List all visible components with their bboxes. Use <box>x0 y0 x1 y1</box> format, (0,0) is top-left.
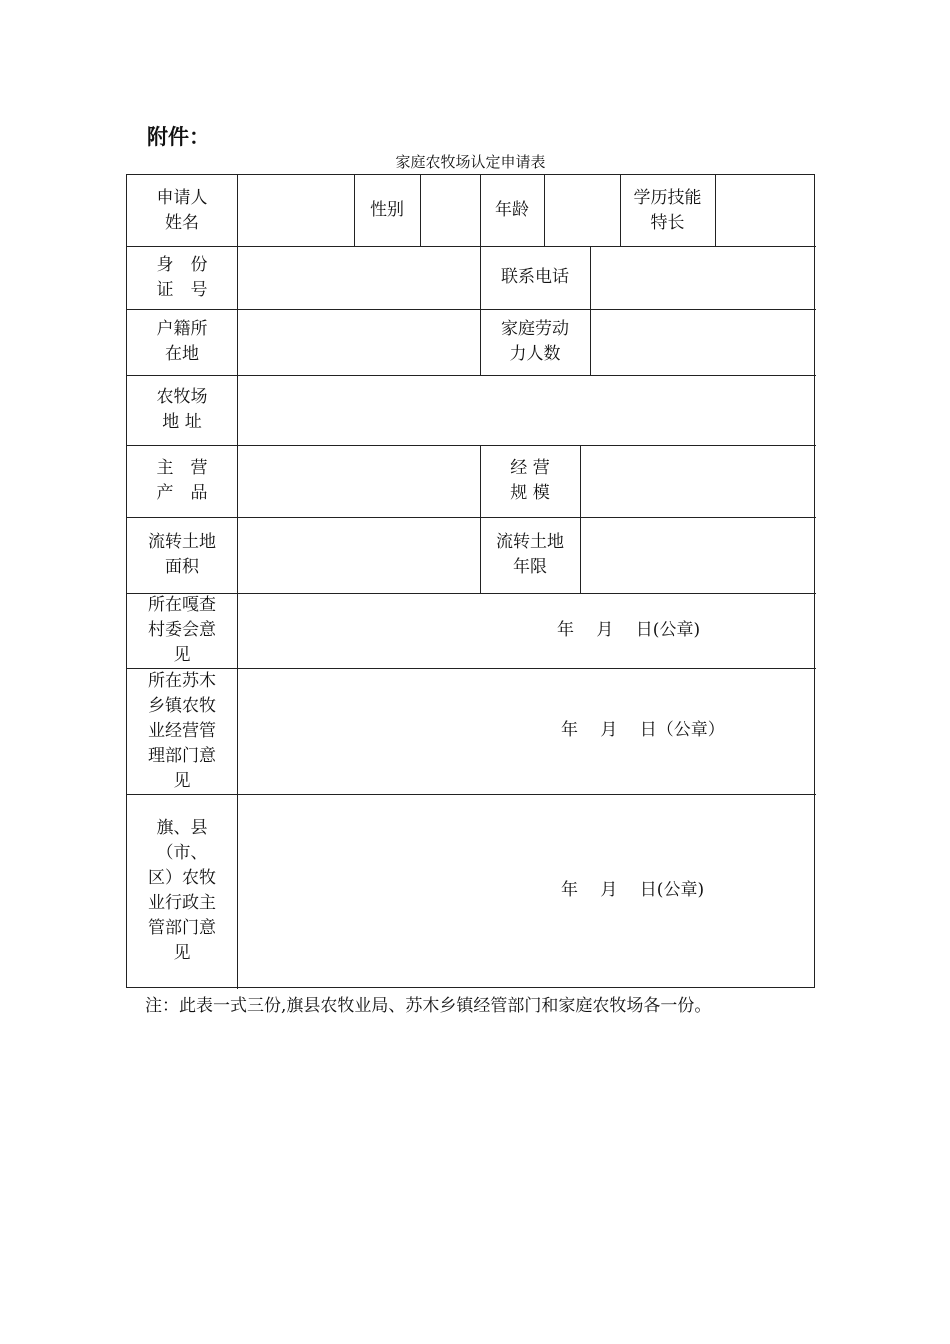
label-transfer-land-term: 流转土地 年限 <box>496 532 564 577</box>
main-products-field[interactable] <box>237 445 480 517</box>
family-labor-field[interactable] <box>590 309 815 375</box>
label-village-opinion: 所在嘎查 村委会意 见 <box>148 595 216 665</box>
label-phone: 联系电话 <box>501 267 569 287</box>
phone-field[interactable] <box>590 246 815 309</box>
label-age: 年龄 <box>495 200 529 220</box>
age-field[interactable] <box>544 175 620 246</box>
form-title: 家庭农牧场认定申请表 <box>395 153 546 171</box>
label-family-labor: 家庭劳动 力人数 <box>501 319 569 364</box>
label-education-skills: 学历技能 特长 <box>633 187 702 233</box>
label-operation-scale: 经 营 规 模 <box>510 458 550 503</box>
village-stamp-date: 年 月 日(公章) <box>557 620 701 640</box>
label-id-number: 身 份 证 号 <box>156 254 208 300</box>
farm-address-field[interactable] <box>237 375 815 445</box>
household-registration-field[interactable] <box>237 309 480 375</box>
township-opinion-field[interactable] <box>237 668 815 794</box>
county-opinion-field[interactable] <box>237 794 815 988</box>
township-stamp-date: 年 月 日（公章） <box>561 720 725 740</box>
label-transfer-land-area: 流转土地 面积 <box>148 532 216 577</box>
id-number-field[interactable] <box>237 246 480 309</box>
label-applicant-name: 申请人 姓名 <box>156 187 208 233</box>
label-county-opinion: 旗、县 （市、 区）农牧 业行政主 管部门意 见 <box>148 818 216 963</box>
county-stamp-date: 年 月 日(公章) <box>561 880 705 900</box>
application-form-table <box>126 174 815 988</box>
attachment-label: 附件： <box>147 125 210 149</box>
village-opinion-field[interactable] <box>237 593 815 668</box>
label-gender: 性别 <box>370 200 404 220</box>
form-note: 注：此表一式三份,旗县农牧业局、苏木乡镇经管部门和家庭农牧场各一份。 <box>145 996 712 1016</box>
label-township-opinion: 所在苏木 乡镇农牧 业经营管 理部门意 见 <box>148 670 216 791</box>
transfer-land-area-field[interactable] <box>237 517 480 593</box>
applicant-name-field[interactable] <box>237 175 354 246</box>
label-farm-address: 农牧场 地 址 <box>156 387 208 432</box>
label-main-products: 主 营 产 品 <box>156 458 208 503</box>
gender-field[interactable] <box>420 175 480 246</box>
label-household-registration: 户籍所 在地 <box>156 319 208 364</box>
operation-scale-field[interactable] <box>580 445 815 517</box>
transfer-land-term-field[interactable] <box>580 517 815 593</box>
education-skills-field[interactable] <box>715 175 815 246</box>
